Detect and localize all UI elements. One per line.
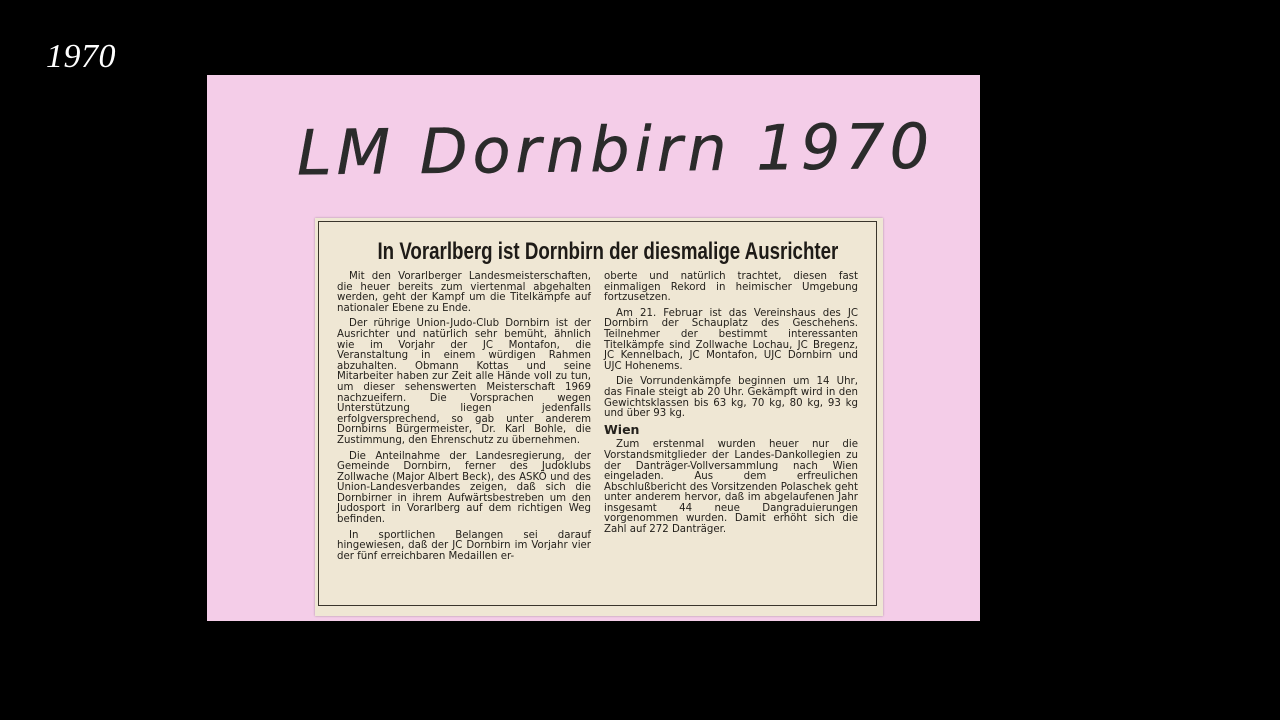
handwritten-title: LM Dornbirn 1970 [296,109,935,190]
article-right-column [604,272,858,541]
article-left-column [337,272,591,567]
article-paragraph: Der rührige Union-Judo-Club Dornbirn ist der Ausrichter und natürlich sehr bemüht, ähnlich wie im Vorjahr der JC Montafon, die Veranstaltung in einem würdigen Rahmen abzuhalten. Obmann Kottas und seine Mitarbeiter haben zur Zeit alle Hände voll zu tun, um dieser sehenswerten Meisterschaft 1969 nachzueifern. Die Vorsprachen wegen Unterstützung liegen jedenfalls erfolgversprechend, so gab unter anderem Dornbirns Bürgermeister, Dr. Karl Bohle, die Zustimmung, den Ehrenschutz zu übernehmen. [337,318,591,446]
article-paragraph: Zum erstenmal wurden heuer nur die Vorstandsmitglieder der Landes-Dankollegien zu der Danträger-Vollversammlung nach Wien eingeladen. Aus dem erfreulichen Abschlußbericht des Vorsitzenden Polaschek geht unter anderem hervor, daß im abgelaufenen Jahr insgesamt 44 neue Dangraduierungen vorgenommen wurden. Damit erhöht sich die Zahl auf 272 Danträger. [604,439,858,536]
article-paragraph: In sportlichen Belangen sei darauf hingewiesen, daß der JC Dornbirn im Vorjahr vier der fünf erreichbaren Medaillen er- [337,529,591,562]
article-paragraph: Die Vorrundenkämpfe beginnen um 14 Uhr, das Finale steigt ab 20 Uhr. Gekämpft wird in den Gewichtsklassen bis 63 kg, 70 kg, 80 kg, 93 kg und über 93 kg. [604,376,858,420]
article-paragraph: oberte und natürlich trachtet, diesen fast einmaligen Rekord in heimischer Umgebung fortzusetzen. [604,271,858,304]
newspaper-clipping [315,218,883,616]
slide-year-label: 1970 [46,38,116,75]
article-subheading: Wien [604,421,640,437]
article-paragraph: Mit den Vorarlberger Landesmeisterschaften, die heuer bereits zum viertenmal abgehalten werden, geht der Kampf um die Titelkämpfe auf nationaler Ebene zu Ende. [337,271,591,314]
article-headline: In Vorarlberg ist Dornbirn der diesmalige Ausrichter [377,238,839,265]
article-paragraph: Am 21. Februar ist das Vereinshaus des JC Dornbirn der Schauplatz des Geschehens. Teilnehmer der bestimmt interessanten Titelkämpfe sind Zollwache Lochau, JC Bregenz, JC Kennelbach, JC Montafon, UJC Dornbirn und UJC Hohenems. [604,307,858,372]
article-paragraph: Die Anteilnahme der Landesregierung, der Gemeinde Dornbirn, ferner des Judoklubs Zollwache (Major Albert Beck), des ASKÖ und des Union-Landesverbandes zeigen, daß sich die Dornbirner in ihrem Aufwärtsbestreben um den Judosport in Vorarlberg auf dem richtigen Weg befinden. [337,450,591,526]
scanned-page [207,75,980,621]
